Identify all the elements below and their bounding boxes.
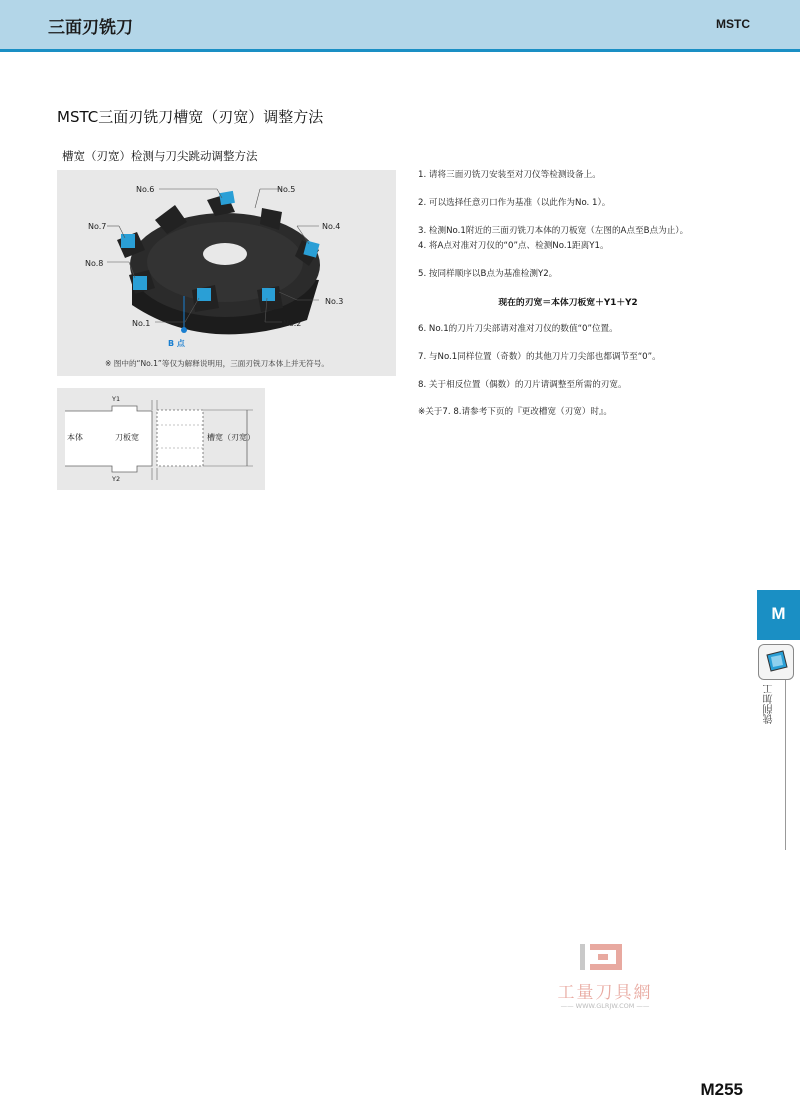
step-8: 8. 关于相反位置（偶数）的刀片请调整至所需的刃宽。 (418, 380, 627, 390)
step-6: 6. No.1的刀片刀尖部请对准对刀仪的数值“0”位置。 (418, 324, 618, 334)
section-tab-letter: M (771, 604, 786, 623)
label-no8: No.8 (85, 259, 104, 268)
section-tab[interactable] (757, 590, 800, 640)
width-formula: 现在的刃宽＝本体刀板宽＋Y1＋Y2 (498, 298, 638, 308)
step-3: 3. 检测No.1附近的三面刃铣刀本体的刀板宽（左图的A点至B点为止）。 (418, 226, 689, 236)
watermark-text: 工量刀具網 (557, 983, 653, 1003)
section-label: 铣削加工 (764, 684, 775, 724)
slot-width-label: 槽宽（刃宽） (207, 433, 255, 442)
step-5: 5. 按同样顺序以B点为基准检测Y2。 (418, 269, 558, 279)
figure-note: ※ 图中的“No.1”等仅为解释说明用，三面刃铣刀本体上并无符号。 (105, 359, 329, 368)
body-label: 本体 (67, 433, 83, 442)
page-header (0, 0, 800, 52)
step-2: 2. 可以选择任意刃口作为基准（以此作为No. 1）。 (418, 198, 611, 208)
cutter-illustration (57, 170, 396, 376)
blade-width-label: 刀板宽 (115, 433, 139, 442)
y2-label: Y2 (112, 475, 121, 483)
label-b-point: B 点 (168, 339, 185, 348)
y1-label: Y1 (112, 395, 121, 403)
watermark-url: —— WWW.GLRJW.COM —— (560, 1002, 650, 1010)
page-number: M255 (700, 1080, 743, 1099)
slot-width-diagram (57, 388, 265, 490)
label-no4: No.4 (322, 222, 341, 231)
step-7: 7. 与No.1同样位置（奇数）的其他刀片刀尖部也都调节至“0”。 (418, 352, 661, 362)
header-title: 三面刃铣刀 (48, 18, 133, 38)
step-4: 4. 将A点对准对刀仪的“0”点、检测No.1距离Y1。 (418, 241, 609, 251)
milling-insert-icon (758, 644, 794, 680)
label-no3: No.3 (325, 297, 344, 306)
label-no5: No.5 (277, 185, 296, 194)
label-no7: No.7 (88, 222, 107, 231)
subsection-title: 槽宽（刃宽）检测与刀尖跳动调整方法 (62, 149, 258, 163)
header-product-code: MSTC (716, 17, 750, 31)
label-no2: No.2 (283, 319, 302, 328)
cutter-figure (57, 170, 396, 376)
watermark-logo (540, 940, 670, 976)
label-no6: No.6 (136, 185, 155, 194)
label-no1: No.1 (132, 319, 151, 328)
side-divider (785, 680, 786, 850)
section-title: MSTC三面刃铣刀槽宽（刃宽）调整方法 (57, 108, 324, 126)
reference-note: ※关于7. 8.请参考下页的『更改槽宽（刃宽）时』。 (418, 407, 612, 417)
watermark (540, 940, 670, 1015)
step-1: 1. 请将三面刃铣刀安装至对刀仪等检测设备上。 (418, 170, 601, 180)
